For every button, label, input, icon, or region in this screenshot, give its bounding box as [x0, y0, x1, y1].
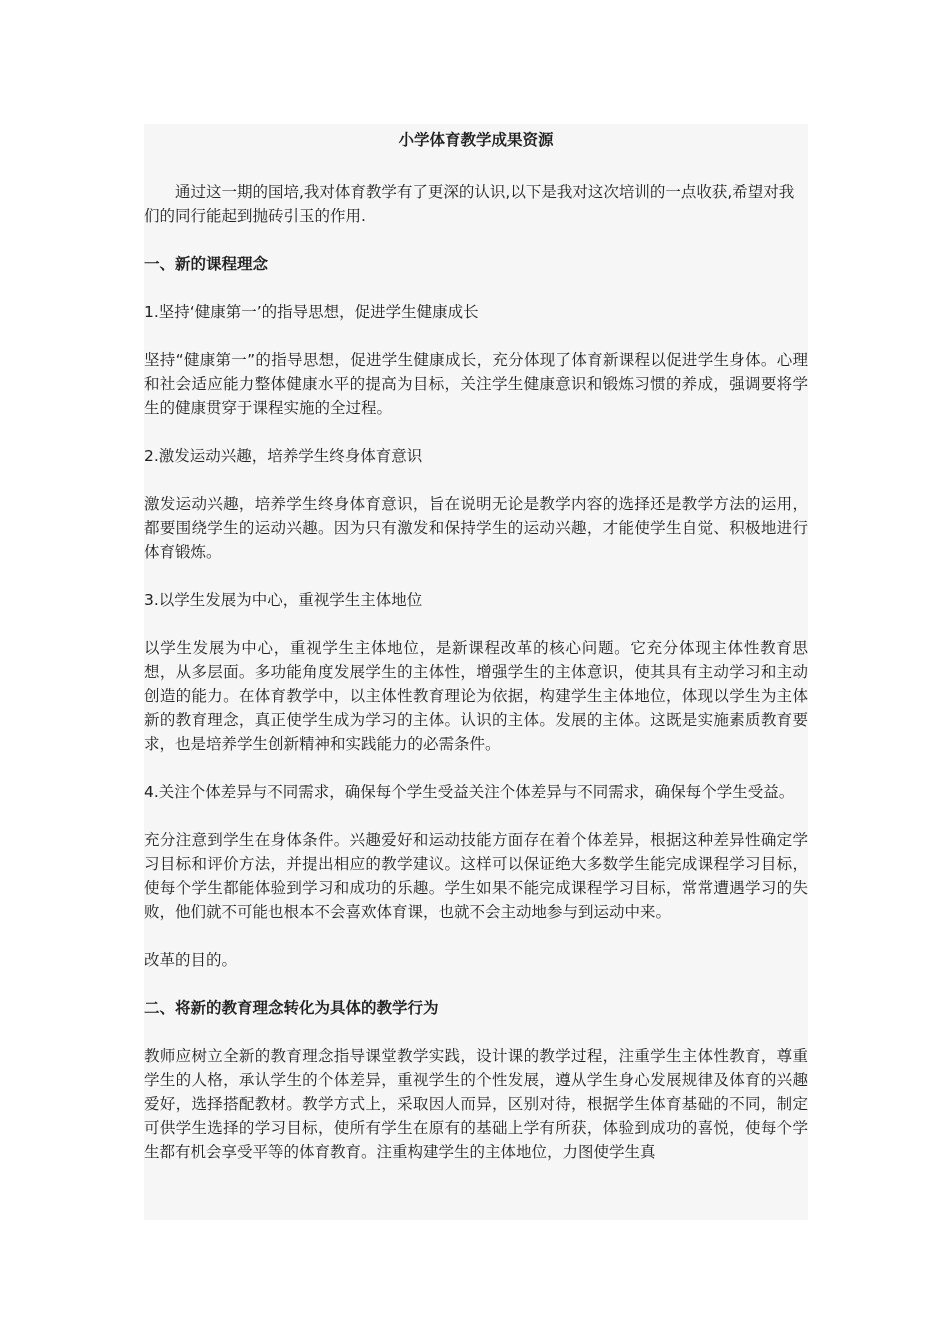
- item-4-title: 4.关注个体差异与不同需求，确保每个学生受益关注个体差异与不同需求，确保每个学生受益。: [144, 783, 795, 801]
- item-1-title: 1.坚持‘健康第一’的指导思想，促进学生健康成长: [144, 303, 479, 321]
- item-1-paragraph: 坚持“健康第一”的指导思想，促进学生健康成长，充分体现了体育新课程以促进学生身体。心理和社会适应能力整体健康水平的提高为目标，关注学生健康意识和锻炼习惯的养成，强调要将学生的健康贯穿于课程实施的全过程。: [144, 351, 808, 417]
- item-4-paragraph: 充分注意到学生在身体条件。兴趣爱好和运动技能方面存在着个体差异，根据这种差异性确定学习目标和评价方法，并提出相应的教学建议。这样可以保证绝大多数学生能完成课程学习目标，使每个学生都能体验到学习和成功的乐趣。学生如果不能完成课程学习目标，常常遭遇学习的失败，他们就不可能也根本不会喜欢体育课，也就不会主动地参与到运动中来。: [144, 831, 808, 921]
- document-page: [144, 124, 808, 1220]
- section-1-tail: 改革的目的。: [144, 951, 238, 969]
- item-2-title: 2.激发运动兴趣，培养学生终身体育意识: [144, 447, 423, 465]
- item-3-title: 3.以学生发展为中心，重视学生主体地位: [144, 591, 423, 609]
- item-3-paragraph: 以学生发展为中心，重视学生主体地位，是新课程改革的核心问题。它充分体现主体性教育思想，从多层面。多功能角度发展学生的主体性，增强学生的主体意识，使其具有主动学习和主动创造的能力。在体育教学中，以主体性教育理论为依据，构建学生主体地位，体现以学生为主体新的教育理念，真正使学生成为学习的主体。认识的主体。发展的主体。这既是实施素质教育要求，也是培养学生创新精神和实践能力的必需条件。: [144, 639, 808, 753]
- intro-paragraph: 通过这一期的国培,我对体育教学有了更深的认识,以下是我对这次培训的一点收获,希望对我们的同行能起到抛砖引玉的作用.: [144, 183, 795, 225]
- document-content: [144, 124, 808, 1164]
- section-heading-1: 一、新的课程理念: [144, 255, 269, 273]
- item-2-paragraph: 激发运动兴趣，培养学生终身体育意识，旨在说明无论是教学内容的选择还是教学方法的运用，都要围绕学生的运动兴趣。因为只有激发和保持学生的运动兴趣，才能使学生自觉、积极地进行体育锻炼。: [144, 495, 808, 561]
- document-title: 小学体育教学成果资源: [398, 131, 554, 149]
- section-2-paragraph: 教师应树立全新的教育理念指导课堂教学实践，设计课的教学过程，注重学生主体性教育，尊重学生的人格，承认学生的个体差异，重视学生的个性发展，遵从学生身心发展规律及体育的兴趣爱好，选择搭配教材。教学方式上，采取因人而异，区别对待，根据学生体育基础的不同，制定可供学生选择的学习目标，使所有学生在原有的基础上学有所获，体验到成功的喜悦，使每个学生都有机会享受平等的体育教育。注重构建学生的主体地位，力图使学生真: [144, 1047, 808, 1161]
- section-heading-2: 二、将新的教育理念转化为具体的教学行为: [144, 999, 439, 1017]
